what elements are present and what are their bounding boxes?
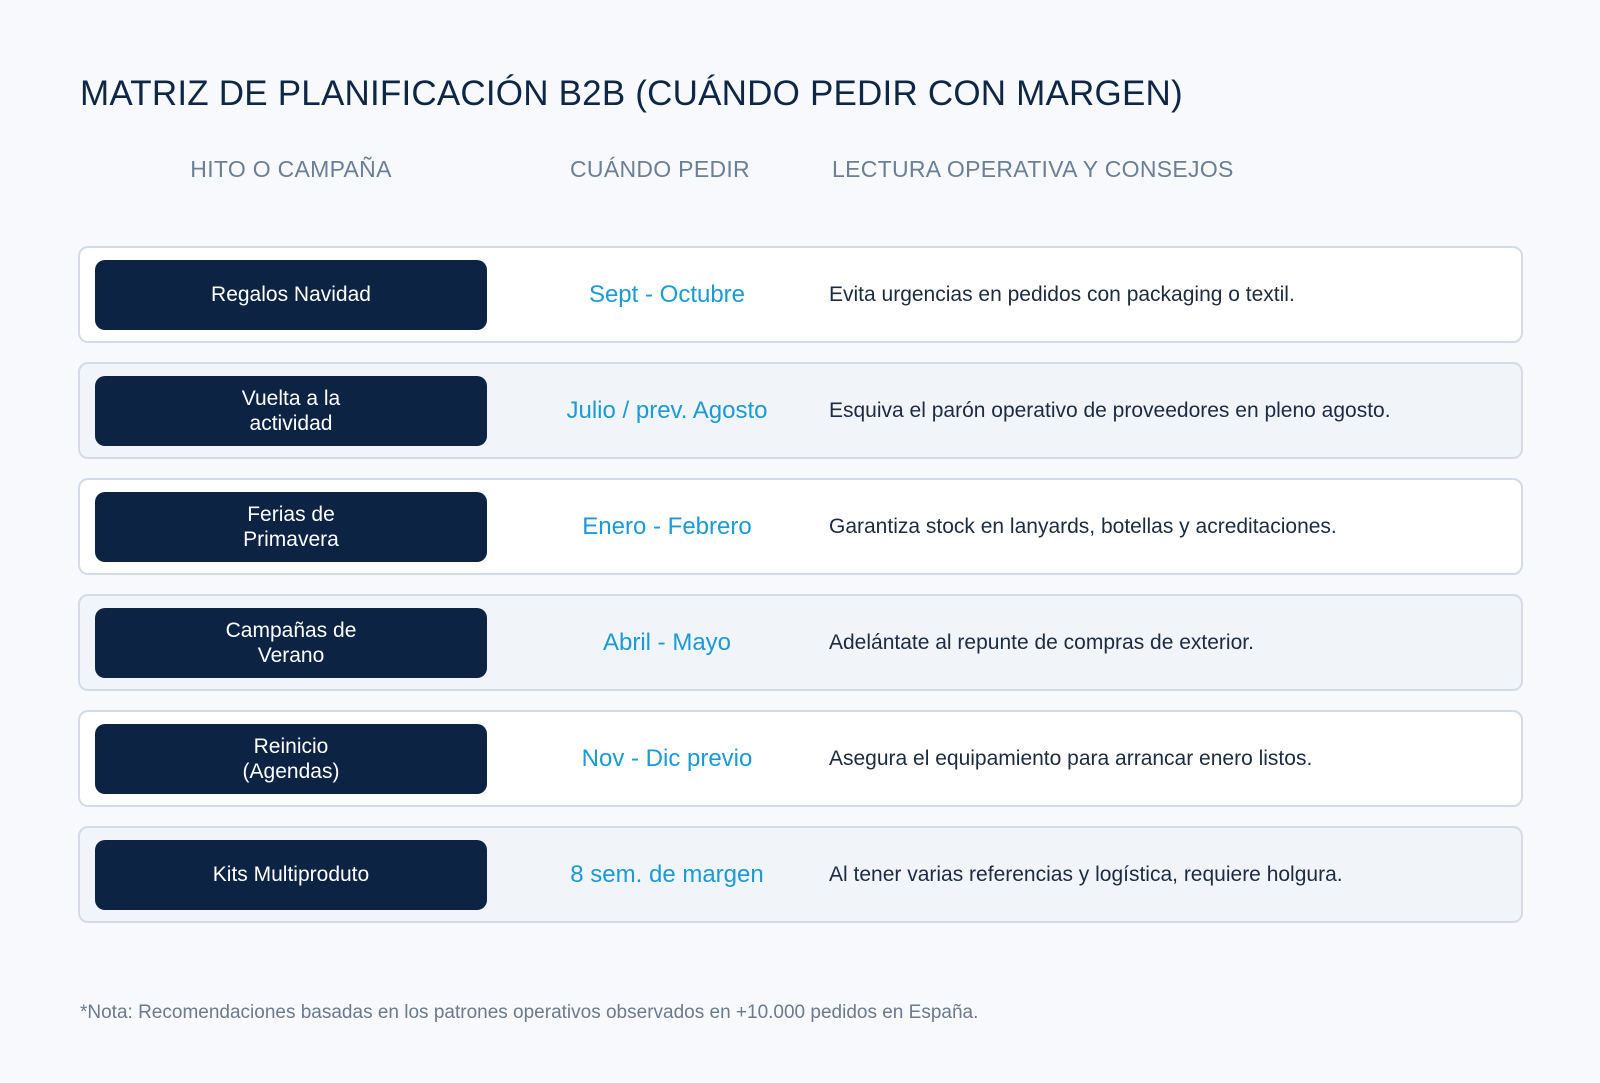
milestone-label: Reinicio (Agendas) [95, 724, 487, 794]
page-title: MATRIZ DE PLANIFICACIÓN B2B (CUÁNDO PEDIR CON MARGEN) [80, 74, 1183, 113]
milestone-label: Regalos Navidad [95, 260, 487, 330]
milestone-label: Kits Multiproduto [95, 840, 487, 910]
table-row [78, 478, 1523, 575]
order-window: Julio / prev. Agosto [566, 397, 768, 424]
order-window: Enero - Febrero [582, 513, 752, 540]
table-row [78, 246, 1523, 343]
milestone-label: Campañas de Verano [95, 608, 487, 678]
milestone-label: Ferias de Primavera [95, 492, 487, 562]
operational-tip: Evita urgencias en pedidos con packaging o textil. [829, 282, 1295, 306]
operational-tip: Esquiva el parón operativo de proveedores en pleno agosto. [829, 398, 1391, 422]
milestone-label: Vuelta a la actividad [95, 376, 487, 446]
order-window: Sept - Octubre [588, 281, 746, 308]
table-row [78, 594, 1523, 691]
order-window: Nov - Dic previo [581, 745, 753, 772]
column-header-when: CUÁNDO PEDIR [570, 156, 750, 182]
operational-tip: Garantiza stock en lanyards, botellas y acreditaciones. [829, 514, 1337, 538]
table-row [78, 826, 1523, 923]
order-window: Abril - Mayo [602, 629, 732, 656]
table-row [78, 710, 1523, 807]
column-header-milestone: HITO O CAMPAÑA [190, 156, 392, 182]
column-header-tips: LECTURA OPERATIVA Y CONSEJOS [832, 156, 1234, 182]
table-row [78, 362, 1523, 459]
planning-table [78, 246, 1523, 942]
operational-tip: Adelántate al repunte de compras de exterior. [829, 630, 1254, 654]
order-window: 8 sem. de margen [570, 861, 764, 888]
footnote: *Nota: Recomendaciones basadas en los patrones operativos observados en +10.000 pedidos en España. [80, 1002, 979, 1023]
operational-tip: Asegura el equipamiento para arrancar enero listos. [829, 746, 1313, 770]
operational-tip: Al tener varias referencias y logística, requiere holgura. [829, 862, 1343, 886]
